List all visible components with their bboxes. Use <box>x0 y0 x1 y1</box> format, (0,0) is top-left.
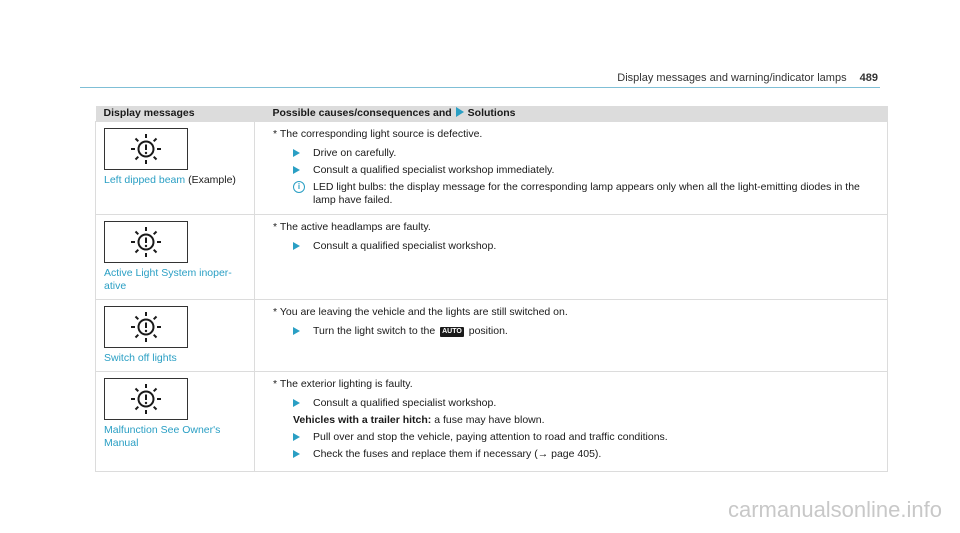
solution-step: Consult a qualified specialist workshop. <box>293 240 879 253</box>
arrow-right-icon <box>293 450 300 458</box>
solution-step: Check the fuses and replace them if necessary (→ page 405). <box>293 448 879 461</box>
col-header-causes <box>255 106 888 122</box>
table-row <box>96 122 888 215</box>
arrow-right-icon <box>293 327 300 335</box>
arrow-right-icon <box>293 149 300 157</box>
arrow-right-icon <box>293 399 300 407</box>
solution-step: Turn the light switch to the AUTO position. <box>293 325 879 338</box>
lamp-icon-box <box>104 378 188 420</box>
table-header-row <box>96 106 888 122</box>
lamp-icon-box <box>104 221 188 263</box>
lamp-icon-box <box>104 128 188 170</box>
message-text: Left dipped beam <box>104 174 186 186</box>
exterior-light-fault-icon <box>129 132 163 166</box>
auto-light-icon: AUTO <box>442 328 462 335</box>
solution-step: Consult a qualified specialist workshop. <box>293 397 879 410</box>
solution-step: Pull over and stop the vehicle, paying attention to road and traffic conditions. <box>293 431 879 444</box>
info-icon: i <box>293 181 305 193</box>
cause-text: * The corresponding light source is defective. <box>273 128 483 140</box>
page-header <box>617 72 878 84</box>
arrow-right-icon <box>293 166 300 174</box>
exterior-light-fault-icon <box>129 382 163 416</box>
table-row <box>96 215 888 300</box>
solution-cell <box>255 372 888 472</box>
exterior-light-fault-icon <box>129 310 163 344</box>
exterior-light-fault-icon <box>129 225 163 259</box>
cause-text: * You are leaving the vehicle and the lights are still switched on. <box>273 306 568 318</box>
solution-cell <box>255 122 888 215</box>
info-note: i LED light bulbs: the display message for the corresponding lamp appears only when all the light-emitting diodes in the lamp have failed. <box>293 181 879 207</box>
cause-text: * The active headlamps are faulty. <box>273 221 431 233</box>
col-header-messages: Display messages <box>96 106 255 122</box>
table-row <box>96 372 888 472</box>
watermark: carmanualsonline.info <box>727 497 942 522</box>
col-header-causes-text: Possible causes/consequences and <box>272 107 452 119</box>
message-suffix: (Example) <box>185 174 236 186</box>
solution-step: Consult a qualified specialist workshop immediately. <box>293 164 879 177</box>
message-cell <box>96 122 255 215</box>
solution-cell <box>255 300 888 372</box>
message-cell <box>96 372 255 472</box>
table-row <box>96 300 888 372</box>
message-text: Active Light System inoper-ative <box>104 267 232 292</box>
trailer-condition: Vehicles with a trailer hitch: a fuse may have blown. <box>293 414 545 426</box>
arrow-right-icon <box>456 107 464 117</box>
cause-text: * The exterior lighting is faulty. <box>273 378 413 390</box>
display-messages-table <box>95 106 888 472</box>
arrow-right-icon <box>293 242 300 250</box>
header-divider <box>80 87 880 88</box>
solution-step: Drive on carefully. <box>293 147 879 160</box>
arrow-right-icon <box>293 433 300 441</box>
page-number: 489 <box>859 72 878 84</box>
message-cell <box>96 215 255 300</box>
message-text: Malfunction See Owner's Manual <box>104 424 221 449</box>
lamp-icon-box <box>104 306 188 348</box>
col-header-solutions-text: Solutions <box>467 107 516 119</box>
message-cell <box>96 300 255 372</box>
header-title: Display messages and warning/indicator lamps <box>617 72 847 84</box>
message-text: Switch off lights <box>104 352 177 364</box>
solution-cell <box>255 215 888 300</box>
